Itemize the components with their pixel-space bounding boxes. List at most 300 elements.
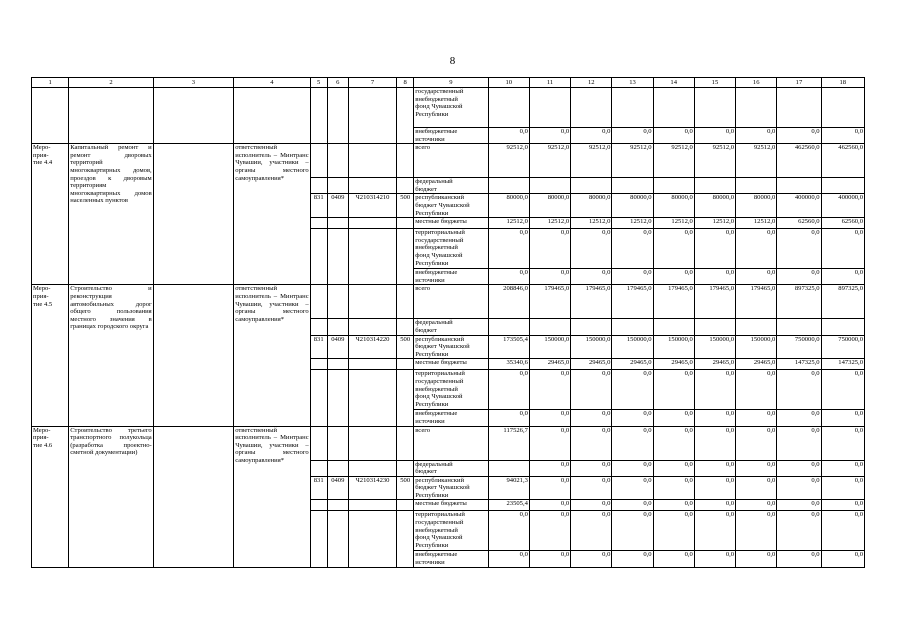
source-cell — [414, 551, 488, 567]
header-cell: 11 — [529, 78, 570, 88]
value-cell: 147325,0 — [777, 359, 821, 370]
value-cell: 0,0 — [694, 426, 735, 460]
value-cell: 92512,0 — [694, 144, 735, 178]
source-text: всего — [415, 426, 431, 434]
value-cell — [488, 88, 529, 128]
source-cell — [414, 128, 488, 144]
value-cell: 0,0 — [529, 128, 570, 144]
value-cell: 0,0 — [488, 128, 529, 144]
value-cell: 0,0 — [821, 426, 864, 460]
value-cell: 0,0 — [821, 229, 864, 269]
value-cell: 0,0 — [529, 410, 570, 426]
code-cell — [327, 144, 348, 178]
value-cell: 0,0 — [488, 511, 529, 551]
header-cell: 8 — [397, 78, 414, 88]
code-cell — [348, 426, 396, 460]
value-cell: 80000,0 — [653, 194, 694, 218]
code-cell — [348, 511, 396, 567]
event-executor: ответственный исполнитель – Минтранс Чувашии, участники – органы местного самоуправления* — [234, 285, 310, 426]
code-cell — [397, 218, 414, 229]
value-cell — [571, 88, 612, 128]
value-cell: 462560,0 — [777, 144, 821, 178]
source-text: республиканский бюджет Чувашской Республики — [415, 476, 470, 499]
value-cell: 0,0 — [821, 128, 864, 144]
value-cell: 92512,0 — [736, 144, 777, 178]
value-cell: 0,0 — [653, 269, 694, 285]
code-type: 500 — [397, 335, 414, 359]
value-cell: 80000,0 — [694, 194, 735, 218]
code-cell — [327, 229, 348, 285]
value-cell: 0,0 — [736, 476, 777, 500]
value-cell — [612, 178, 653, 194]
value-cell: 0,0 — [529, 476, 570, 500]
event-name: Строительство и реконструкция автомобильных дорог общего пользования местного значения в границах городского округа — [69, 285, 154, 426]
value-cell: 0,0 — [653, 500, 694, 511]
value-cell: 12512,0 — [694, 218, 735, 229]
value-cell: 179465,0 — [736, 285, 777, 319]
header-cell: 15 — [694, 78, 735, 88]
code-cell — [327, 285, 348, 319]
value-cell — [571, 178, 612, 194]
value-cell — [571, 319, 612, 335]
value-cell — [777, 88, 821, 128]
source-text: республиканский бюджет Чувашской Республики — [415, 335, 470, 358]
value-cell: 35340,6 — [488, 359, 529, 370]
code-target: Ч210314230 — [348, 476, 396, 500]
header-cell: 2 — [69, 78, 154, 88]
code-cell — [397, 229, 414, 285]
code-section: 0409 — [327, 194, 348, 218]
value-cell: 462560,0 — [821, 144, 864, 178]
value-cell — [694, 319, 735, 335]
code-type: 500 — [397, 476, 414, 500]
value-cell: 0,0 — [571, 410, 612, 426]
header-cell: 1 — [32, 78, 69, 88]
empty-cell — [153, 144, 233, 285]
value-cell: 0,0 — [694, 269, 735, 285]
code-cell — [310, 218, 327, 229]
value-cell — [777, 319, 821, 335]
source-text: местные бюджеты — [415, 359, 467, 367]
value-cell: 0,0 — [529, 500, 570, 511]
event-label — [32, 426, 69, 567]
value-cell — [694, 88, 735, 128]
code-cell — [327, 370, 348, 426]
value-cell: 0,0 — [694, 460, 735, 476]
label-cell — [32, 88, 69, 144]
code-cell — [397, 88, 414, 144]
source-cell — [414, 426, 488, 460]
value-cell: 0,0 — [653, 511, 694, 551]
value-cell: 0,0 — [653, 370, 694, 410]
code-cell — [397, 319, 414, 335]
code-cell — [310, 88, 327, 144]
value-cell: 0,0 — [821, 476, 864, 500]
value-cell: 0,0 — [571, 128, 612, 144]
source-text: внебюджетные источники — [415, 128, 458, 143]
value-cell: 0,0 — [736, 460, 777, 476]
value-cell: 0,0 — [777, 500, 821, 511]
value-cell: 0,0 — [821, 370, 864, 410]
value-cell: 0,0 — [821, 511, 864, 551]
value-cell: 62560,0 — [777, 218, 821, 229]
value-cell — [529, 88, 570, 128]
source-text: внебюджетные источники — [415, 410, 458, 425]
source-cell — [414, 335, 488, 359]
value-cell: 0,0 — [571, 426, 612, 460]
value-cell: 0,0 — [736, 370, 777, 410]
code-cell — [310, 229, 327, 285]
value-cell: 0,0 — [529, 551, 570, 567]
code-cell — [327, 426, 348, 460]
value-cell: 0,0 — [571, 551, 612, 567]
value-cell: 80000,0 — [736, 194, 777, 218]
value-cell: 29465,0 — [612, 359, 653, 370]
source-text: всего — [415, 144, 431, 152]
value-cell: 80000,0 — [612, 194, 653, 218]
budget-table — [31, 77, 865, 568]
code-cell — [348, 144, 396, 178]
value-cell: 0,0 — [736, 551, 777, 567]
value-cell: 94021,3 — [488, 476, 529, 500]
event-label — [32, 285, 69, 426]
table-row — [32, 88, 865, 128]
code-cell — [397, 144, 414, 178]
value-cell — [694, 178, 735, 194]
source-cell — [414, 500, 488, 511]
value-cell: 150000,0 — [612, 335, 653, 359]
source-text: государственный внебюджетный фонд Чувашской Республики — [415, 88, 464, 118]
code-cell — [310, 359, 327, 370]
value-cell: 92512,0 — [529, 144, 570, 178]
value-cell: 92512,0 — [488, 144, 529, 178]
value-cell: 0,0 — [777, 410, 821, 426]
code-cell — [348, 500, 396, 511]
code-cell — [397, 511, 414, 567]
code-cell — [348, 88, 396, 144]
source-text: внебюджетные источники — [415, 269, 458, 284]
code-grbs: 831 — [310, 476, 327, 500]
code-cell — [397, 285, 414, 319]
value-cell: 12512,0 — [736, 218, 777, 229]
value-cell: 150000,0 — [529, 335, 570, 359]
event-executor: ответственный исполнитель – Минтранс Чувашии, участники – органы местного самоуправления* — [234, 426, 310, 567]
source-cell — [414, 178, 488, 194]
code-cell — [348, 229, 396, 285]
source-text: федеральный бюджет — [415, 178, 453, 193]
event-label-text: Меро- прия- тие 4.5 — [33, 285, 53, 308]
value-cell: 400000,0 — [821, 194, 864, 218]
value-cell: 0,0 — [612, 476, 653, 500]
table-row — [32, 144, 865, 178]
value-cell: 0,0 — [571, 460, 612, 476]
value-cell: 0,0 — [529, 229, 570, 269]
value-cell: 0,0 — [777, 229, 821, 269]
value-cell — [488, 460, 529, 476]
value-cell: 0,0 — [736, 511, 777, 551]
header-cell: 10 — [488, 78, 529, 88]
code-grbs: 831 — [310, 194, 327, 218]
code-cell — [397, 178, 414, 194]
value-cell — [821, 319, 864, 335]
code-cell — [397, 370, 414, 426]
value-cell: 117526,7 — [488, 426, 529, 460]
code-cell — [310, 500, 327, 511]
value-cell: 0,0 — [777, 426, 821, 460]
value-cell: 80000,0 — [529, 194, 570, 218]
header-row — [32, 78, 865, 88]
value-cell: 92512,0 — [571, 144, 612, 178]
value-cell: 0,0 — [694, 551, 735, 567]
value-cell: 0,0 — [529, 511, 570, 551]
value-cell: 0,0 — [736, 410, 777, 426]
code-cell — [348, 218, 396, 229]
code-cell — [348, 319, 396, 335]
source-cell — [414, 511, 488, 551]
value-cell: 179465,0 — [653, 285, 694, 319]
value-cell: 12512,0 — [612, 218, 653, 229]
value-cell: 80000,0 — [571, 194, 612, 218]
code-cell — [348, 460, 396, 476]
source-cell — [414, 88, 488, 128]
value-cell: 0,0 — [529, 269, 570, 285]
table-row — [32, 285, 865, 319]
value-cell — [736, 319, 777, 335]
empty-cell — [153, 426, 233, 567]
source-cell — [414, 319, 488, 335]
value-cell: 12512,0 — [529, 218, 570, 229]
code-cell — [310, 460, 327, 476]
source-cell — [414, 269, 488, 285]
code-cell — [327, 178, 348, 194]
value-cell: 0,0 — [736, 269, 777, 285]
value-cell: 400000,0 — [777, 194, 821, 218]
event-name: Строительство третьего транспортного полукольца (разработка проектно-сметной документации) — [69, 426, 154, 567]
value-cell: 179465,0 — [571, 285, 612, 319]
code-cell — [397, 359, 414, 370]
value-cell: 92512,0 — [612, 144, 653, 178]
value-cell: 208846,0 — [488, 285, 529, 319]
source-cell — [414, 410, 488, 426]
code-cell — [397, 426, 414, 460]
value-cell: 0,0 — [653, 229, 694, 269]
value-cell: 0,0 — [488, 370, 529, 410]
value-cell: 0,0 — [736, 426, 777, 460]
value-cell: 0,0 — [777, 460, 821, 476]
value-cell: 23505,4 — [488, 500, 529, 511]
source-cell — [414, 476, 488, 500]
value-cell: 0,0 — [694, 229, 735, 269]
header-cell: 5 — [310, 78, 327, 88]
header-cell: 7 — [348, 78, 396, 88]
value-cell — [612, 319, 653, 335]
value-cell: 0,0 — [612, 500, 653, 511]
header-cell: 13 — [612, 78, 653, 88]
code-cell — [310, 178, 327, 194]
code-cell — [310, 144, 327, 178]
value-cell — [777, 178, 821, 194]
value-cell: 150000,0 — [653, 335, 694, 359]
empty-cell — [153, 285, 233, 426]
value-cell: 0,0 — [488, 229, 529, 269]
code-cell — [397, 460, 414, 476]
header-cell: 14 — [653, 78, 694, 88]
value-cell: 0,0 — [571, 476, 612, 500]
code-cell — [348, 285, 396, 319]
value-cell: 750000,0 — [777, 335, 821, 359]
code-cell — [397, 500, 414, 511]
source-cell — [414, 370, 488, 410]
header-cell: 18 — [821, 78, 864, 88]
value-cell: 0,0 — [736, 229, 777, 269]
value-cell: 0,0 — [777, 128, 821, 144]
header-cell: 6 — [327, 78, 348, 88]
source-text: территориальный государственный внебюджетный фонд Чувашской Республики — [415, 511, 465, 549]
value-cell: 0,0 — [653, 551, 694, 567]
value-cell: 150000,0 — [571, 335, 612, 359]
value-cell: 0,0 — [694, 370, 735, 410]
value-cell: 150000,0 — [694, 335, 735, 359]
code-cell — [327, 500, 348, 511]
source-text: местные бюджеты — [415, 500, 467, 508]
event-name: Капитальный ремонт и ремонт дворовых территорий многоквартирных домов, проездов к дворовым территориям многоквартирных домов населенных пунктов — [69, 144, 154, 285]
value-cell: 80000,0 — [488, 194, 529, 218]
value-cell: 62560,0 — [821, 218, 864, 229]
header-cell: 3 — [153, 78, 233, 88]
value-cell: 0,0 — [571, 229, 612, 269]
value-cell: 0,0 — [612, 426, 653, 460]
header-cell: 16 — [736, 78, 777, 88]
value-cell — [612, 88, 653, 128]
empty-cell — [153, 88, 233, 144]
value-cell — [529, 319, 570, 335]
value-cell: 0,0 — [488, 269, 529, 285]
source-cell — [414, 229, 488, 269]
value-cell: 179465,0 — [612, 285, 653, 319]
value-cell: 0,0 — [653, 476, 694, 500]
value-cell: 0,0 — [529, 460, 570, 476]
value-cell: 12512,0 — [571, 218, 612, 229]
code-cell — [327, 88, 348, 144]
source-text: территориальный государственный внебюджетный фонд Чувашской Республики — [415, 370, 465, 408]
value-cell: 0,0 — [736, 500, 777, 511]
code-cell — [327, 359, 348, 370]
source-cell — [414, 144, 488, 178]
code-cell — [327, 511, 348, 567]
source-cell — [414, 460, 488, 476]
value-cell — [821, 178, 864, 194]
value-cell — [736, 178, 777, 194]
code-cell — [348, 178, 396, 194]
value-cell: 897325,0 — [821, 285, 864, 319]
value-cell: 0,0 — [653, 460, 694, 476]
value-cell: 0,0 — [821, 551, 864, 567]
value-cell: 750000,0 — [821, 335, 864, 359]
source-cell — [414, 194, 488, 218]
value-cell: 0,0 — [529, 370, 570, 410]
value-cell — [488, 178, 529, 194]
value-cell: 12512,0 — [653, 218, 694, 229]
value-cell: 0,0 — [488, 551, 529, 567]
code-cell — [348, 359, 396, 370]
value-cell: 0,0 — [777, 551, 821, 567]
value-cell — [653, 178, 694, 194]
code-cell — [310, 319, 327, 335]
code-cell — [327, 460, 348, 476]
code-section: 0409 — [327, 476, 348, 500]
table-row — [32, 426, 865, 460]
executor-cell — [234, 88, 310, 144]
header-cell: 4 — [234, 78, 310, 88]
value-cell: 0,0 — [694, 511, 735, 551]
value-cell: 0,0 — [777, 370, 821, 410]
header-cell: 9 — [414, 78, 488, 88]
value-cell: 0,0 — [612, 128, 653, 144]
event-executor: ответственный исполнитель – Минтранс Чувашии, участники – органы местного самоуправления* — [234, 144, 310, 285]
header-cell: 12 — [571, 78, 612, 88]
value-cell: 0,0 — [736, 128, 777, 144]
source-cell — [414, 359, 488, 370]
value-cell — [821, 88, 864, 128]
event-label-text: Меро- прия- тие 4.4 — [33, 144, 53, 167]
value-cell: 0,0 — [653, 410, 694, 426]
value-cell: 0,0 — [821, 410, 864, 426]
value-cell: 0,0 — [571, 511, 612, 551]
value-cell: 29465,0 — [529, 359, 570, 370]
code-cell — [310, 426, 327, 460]
value-cell: 0,0 — [777, 269, 821, 285]
value-cell: 92512,0 — [653, 144, 694, 178]
value-cell: 0,0 — [612, 229, 653, 269]
value-cell: 0,0 — [694, 128, 735, 144]
value-cell: 0,0 — [821, 460, 864, 476]
code-cell — [327, 319, 348, 335]
source-text: республиканский бюджет Чувашской Республики — [415, 194, 470, 217]
value-cell: 0,0 — [821, 500, 864, 511]
code-cell — [310, 511, 327, 567]
code-grbs: 831 — [310, 335, 327, 359]
value-cell: 0,0 — [612, 370, 653, 410]
code-cell — [310, 370, 327, 426]
code-target: Ч210314220 — [348, 335, 396, 359]
value-cell — [653, 88, 694, 128]
value-cell: 897325,0 — [777, 285, 821, 319]
name-cell — [69, 88, 154, 144]
value-cell: 0,0 — [653, 128, 694, 144]
value-cell: 0,0 — [571, 370, 612, 410]
value-cell: 147325,0 — [821, 359, 864, 370]
value-cell: 0,0 — [821, 269, 864, 285]
value-cell: 29465,0 — [694, 359, 735, 370]
source-text: всего — [415, 285, 431, 293]
code-cell — [348, 370, 396, 426]
value-cell — [488, 319, 529, 335]
value-cell: 150000,0 — [736, 335, 777, 359]
value-cell: 0,0 — [612, 269, 653, 285]
value-cell: 0,0 — [529, 426, 570, 460]
header-cell: 17 — [777, 78, 821, 88]
source-text: федеральный бюджет — [415, 460, 453, 476]
value-cell: 179465,0 — [529, 285, 570, 319]
value-cell: 0,0 — [612, 410, 653, 426]
value-cell — [529, 178, 570, 194]
source-text: территориальный государственный внебюджетный фонд Чувашской Республики — [415, 229, 465, 267]
value-cell: 0,0 — [694, 410, 735, 426]
source-text: местные бюджеты — [415, 218, 467, 226]
source-text: федеральный бюджет — [415, 319, 453, 334]
value-cell: 0,0 — [571, 500, 612, 511]
value-cell: 29465,0 — [653, 359, 694, 370]
